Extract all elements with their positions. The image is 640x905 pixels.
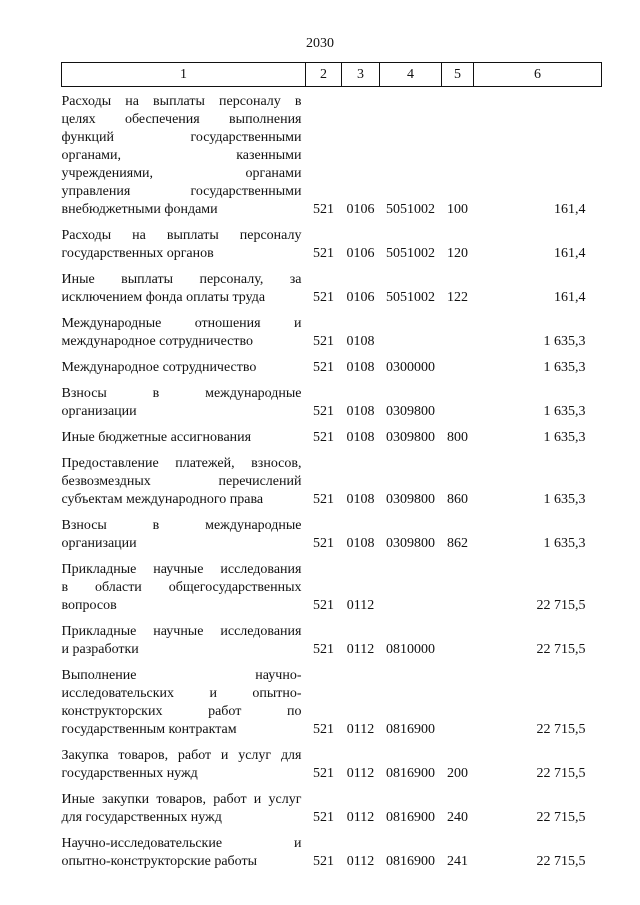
row-name xyxy=(62,87,306,228)
table-row xyxy=(62,315,602,359)
row-name xyxy=(62,315,306,359)
row-expense-type: 241 xyxy=(447,854,468,869)
row-expense-type: 100 xyxy=(447,202,468,217)
row-admin-code: 521 xyxy=(313,430,334,445)
row-name-line: Взносы в международные xyxy=(61,518,302,533)
row-name-line: исключением фонда оплаты труда xyxy=(61,290,266,305)
row-name xyxy=(62,455,306,517)
row-amount: 1 635,3 xyxy=(543,430,586,445)
row-name-line: Иные выплаты персоналу, за xyxy=(61,272,302,287)
row-admin-code: 521 xyxy=(313,202,334,217)
row-amount: 22 715,5 xyxy=(536,642,586,657)
row-section-code: 0112 xyxy=(346,766,375,781)
row-name xyxy=(62,623,306,667)
row-name xyxy=(62,747,306,791)
row-amount: 22 715,5 xyxy=(536,598,586,613)
row-name-line: исследовательских и опытно- xyxy=(61,686,302,701)
table-row xyxy=(62,791,602,835)
row-name-line: и разработки xyxy=(61,642,139,657)
row-amount: 22 715,5 xyxy=(536,810,586,825)
row-name-line: функций государственными xyxy=(61,130,302,145)
row-target-code: 0309800 xyxy=(386,492,435,507)
row-name xyxy=(62,429,306,455)
row-target-code: 0300000 xyxy=(386,360,435,375)
row-admin-code: 521 xyxy=(313,492,334,507)
table-row xyxy=(62,561,602,623)
row-section-code: 0112 xyxy=(346,722,375,737)
row-admin-code: 521 xyxy=(313,766,334,781)
row-name xyxy=(62,359,306,385)
row-amount: 161,4 xyxy=(554,202,586,217)
row-name-line: Международное сотрудничество xyxy=(61,360,257,375)
row-admin-code: 521 xyxy=(313,536,334,551)
row-name xyxy=(62,791,306,835)
row-section-code: 0112 xyxy=(346,854,375,869)
row-section-code: 0112 xyxy=(346,598,375,613)
header-col-3: 3 xyxy=(342,63,380,87)
row-admin-code: 521 xyxy=(313,290,334,305)
row-name-line: Международные отношения и xyxy=(61,316,302,331)
row-section-code: 0108 xyxy=(346,492,375,507)
row-section-code: 0108 xyxy=(346,334,375,349)
row-amount: 22 715,5 xyxy=(536,722,586,737)
row-name-line: Взносы в международные xyxy=(61,386,302,401)
row-target-code: 0816900 xyxy=(386,766,435,781)
row-name-line: учреждениями, органами xyxy=(61,166,302,181)
table-row xyxy=(62,385,602,429)
row-admin-code: 521 xyxy=(313,810,334,825)
row-name-line: организации xyxy=(61,404,137,419)
row-expense-type xyxy=(442,561,474,623)
row-expense-type: 200 xyxy=(447,766,468,781)
table-row xyxy=(62,227,602,271)
row-expense-type: 860 xyxy=(447,492,468,507)
row-admin-code: 521 xyxy=(313,334,334,349)
row-admin-code: 521 xyxy=(313,854,334,869)
row-target-code: 0309800 xyxy=(386,430,435,445)
row-name-line: целях обеспечения выполнения xyxy=(61,112,302,127)
row-name-line: государственным контрактам xyxy=(61,722,237,737)
row-name xyxy=(62,835,306,879)
header-col-2: 2 xyxy=(306,63,342,87)
row-expense-type: 122 xyxy=(447,290,468,305)
row-target-code: 0816900 xyxy=(386,810,435,825)
row-amount: 161,4 xyxy=(554,246,586,261)
row-section-code: 0108 xyxy=(346,430,375,445)
row-name-line: Закупка товаров, работ и услуг для xyxy=(61,748,302,763)
row-name xyxy=(62,561,306,623)
row-target-code: 0309800 xyxy=(386,404,435,419)
row-amount: 1 635,3 xyxy=(543,404,586,419)
row-name-line: Иные закупки товаров, работ и услуг xyxy=(61,792,302,807)
header-col-1: 1 xyxy=(62,63,306,87)
row-name xyxy=(62,271,306,315)
row-name-line: в области общегосударственных xyxy=(61,580,302,595)
row-expense-type xyxy=(442,385,474,429)
row-expense-type: 862 xyxy=(447,536,468,551)
row-section-code: 0112 xyxy=(346,642,375,657)
header-row xyxy=(62,63,602,87)
row-section-code: 0112 xyxy=(346,810,375,825)
row-name-line: субъектам международного права xyxy=(61,492,264,507)
row-target-code: 0810000 xyxy=(386,642,435,657)
row-amount: 1 635,3 xyxy=(543,334,586,349)
row-name-line: Иные бюджетные ассигнования xyxy=(61,430,252,445)
table-row xyxy=(62,517,602,561)
table-row xyxy=(62,359,602,385)
row-amount: 22 715,5 xyxy=(536,766,586,781)
page-number: 2030 xyxy=(306,36,334,51)
row-target-code: 5051002 xyxy=(386,246,435,261)
table-row xyxy=(62,87,602,228)
row-section-code: 0108 xyxy=(346,536,375,551)
table-row xyxy=(62,455,602,517)
row-name-line: организации xyxy=(61,536,137,551)
table-row xyxy=(62,835,602,879)
row-name-line: конструкторских работ по xyxy=(61,704,302,719)
row-name-line: для государственных нужд xyxy=(61,810,222,825)
row-target-code: 0816900 xyxy=(386,722,435,737)
row-admin-code: 521 xyxy=(313,598,334,613)
row-expense-type: 240 xyxy=(447,810,468,825)
row-name-line: Выполнение научно- xyxy=(61,668,302,683)
row-admin-code: 521 xyxy=(313,404,334,419)
table-header xyxy=(62,63,602,87)
header-col-5: 5 xyxy=(442,63,474,87)
row-name-line: опытно-конструкторские работы xyxy=(61,854,258,869)
row-amount: 1 635,3 xyxy=(543,360,586,375)
row-expense-type xyxy=(442,359,474,385)
header-col-4: 4 xyxy=(380,63,442,87)
row-amount: 1 635,3 xyxy=(543,492,586,507)
row-target-code: 0816900 xyxy=(386,854,435,869)
row-name-line: Прикладные научные исследования xyxy=(61,624,302,639)
row-name-line: Прикладные научные исследования xyxy=(61,562,302,577)
row-admin-code: 521 xyxy=(313,722,334,737)
row-section-code: 0106 xyxy=(346,202,375,217)
row-admin-code: 521 xyxy=(313,360,334,375)
row-name-line: международное сотрудничество xyxy=(61,334,253,349)
row-name xyxy=(62,227,306,271)
budget-table xyxy=(61,62,602,879)
row-expense-type xyxy=(442,315,474,359)
row-expense-type: 800 xyxy=(447,430,468,445)
row-section-code: 0106 xyxy=(346,290,375,305)
row-target-code xyxy=(380,561,442,623)
row-name-line: Расходы на выплаты персоналу в xyxy=(61,94,302,109)
table-body xyxy=(62,87,602,880)
row-name xyxy=(62,517,306,561)
row-amount: 1 635,3 xyxy=(543,536,586,551)
table-row xyxy=(62,429,602,455)
row-target-code: 5051002 xyxy=(386,202,435,217)
row-name-line: внебюджетными фондами xyxy=(61,202,218,217)
row-amount: 161,4 xyxy=(554,290,586,305)
row-section-code: 0108 xyxy=(346,360,375,375)
row-name-line: государственных органов xyxy=(61,246,214,261)
row-admin-code: 521 xyxy=(313,642,334,657)
row-admin-code: 521 xyxy=(313,246,334,261)
row-expense-type xyxy=(442,623,474,667)
row-name-line: Расходы на выплаты персоналу xyxy=(61,228,302,243)
table-row xyxy=(62,271,602,315)
row-name xyxy=(62,667,306,747)
row-name-line: Предоставление платежей, взносов, xyxy=(61,456,302,471)
row-name-line: управления государственными xyxy=(61,184,302,199)
row-name-line: безвозмездных перечислений xyxy=(61,474,302,489)
row-name-line: государственных нужд xyxy=(61,766,198,781)
row-name-line: Научно-исследовательские и xyxy=(61,836,302,851)
row-name-line: вопросов xyxy=(61,598,117,613)
row-amount: 22 715,5 xyxy=(536,854,586,869)
row-section-code: 0108 xyxy=(346,404,375,419)
table-row xyxy=(62,747,602,791)
row-target-code: 5051002 xyxy=(386,290,435,305)
row-section-code: 0106 xyxy=(346,246,375,261)
row-target-code xyxy=(380,315,442,359)
row-name xyxy=(62,385,306,429)
row-name-line: органами, казенными xyxy=(61,148,302,163)
table-row xyxy=(62,667,602,747)
table-row xyxy=(62,623,602,667)
row-expense-type xyxy=(442,667,474,747)
header-col-6: 6 xyxy=(474,63,602,87)
row-target-code: 0309800 xyxy=(386,536,435,551)
row-expense-type: 120 xyxy=(447,246,468,261)
